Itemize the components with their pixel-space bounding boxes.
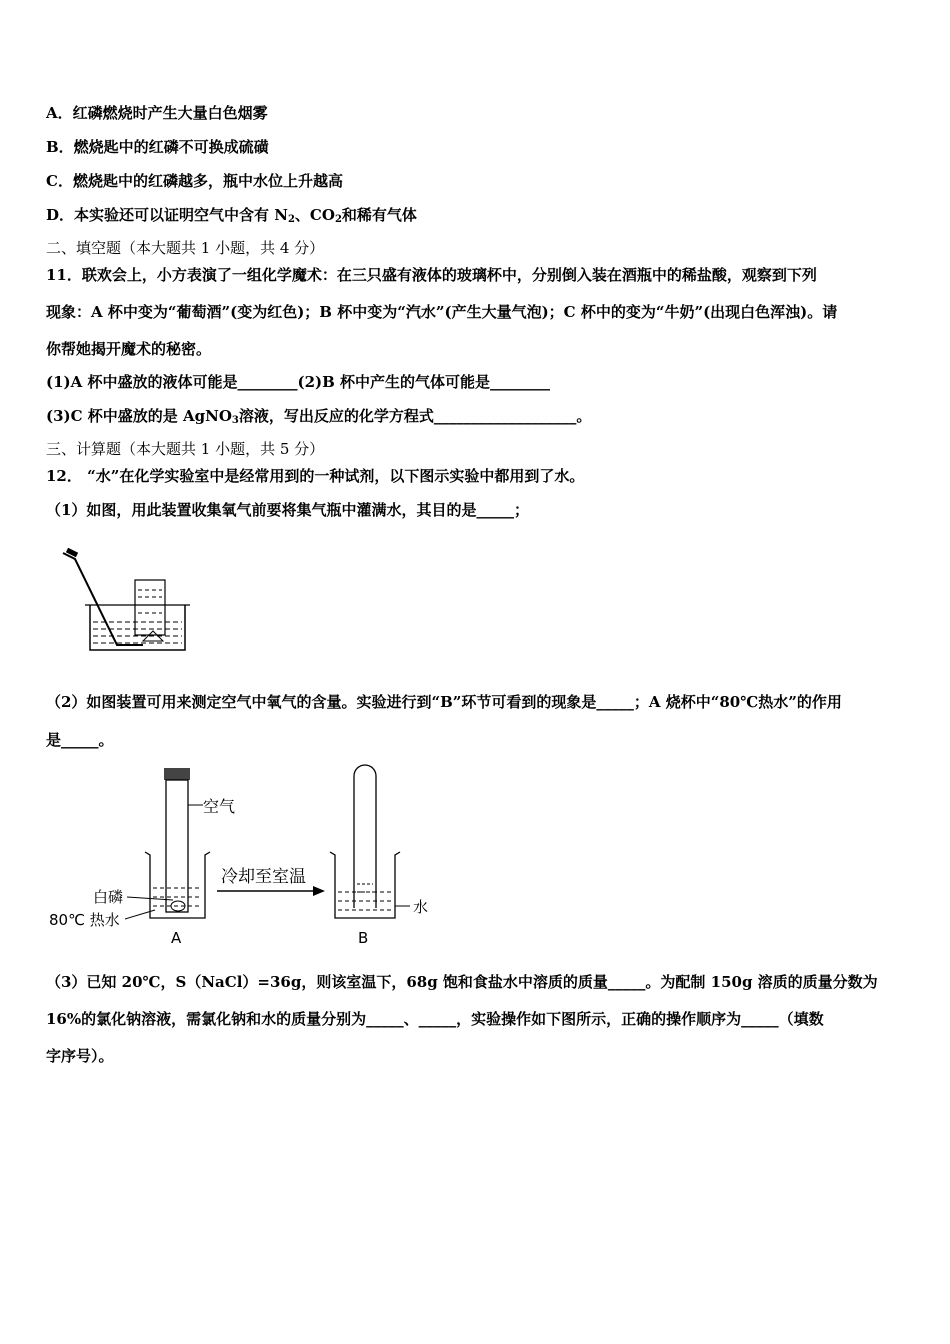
beaker-b-water (338, 892, 392, 910)
option-b: B．燃烧匙中的红磷不可换成硫磺 (46, 138, 269, 156)
q11-sub-2-subscript: 3 (231, 415, 239, 426)
label-phosphorus: 白磷 (93, 888, 124, 906)
q12-intro: 12． “水”在化学实验室中是经常用到的一种试剂，以下图示实验中都用到了水。 (46, 467, 585, 485)
label-water: 水 (413, 898, 429, 916)
figure-gas-collection (55, 545, 195, 664)
figure-oxygen-drawing (45, 760, 465, 955)
tube-b (354, 765, 376, 908)
q12-part-2-line-1: （2）如图装置可用来测定空气中氧气的含量。实验进行到“B”环节可看到的现象是_____；A 烧杯中“80℃热水”的作用 (46, 693, 842, 711)
label-air: 空气 (203, 797, 236, 816)
gas-bottle (135, 580, 165, 635)
option-d-sub-2: 2 (334, 214, 342, 225)
label-b: B (358, 929, 369, 947)
delivery-tube (63, 553, 143, 645)
label-a: A (171, 929, 182, 947)
beaker-b (330, 852, 400, 918)
option-d (46, 205, 417, 230)
option-d-text-3: 和稀有气体 (341, 206, 417, 224)
option-d-text-2: 、CO (294, 206, 335, 224)
section-2-heading: 二、填空题（本大题共 1 小题，共 4 分） (46, 239, 325, 257)
option-d-text-1: D．本实验还可以证明空气中含有 N (46, 206, 288, 224)
figure-gas-collection-drawing (55, 545, 195, 660)
q12-part-3-line-3: 字序号）。 (46, 1047, 114, 1065)
beaker-a (145, 852, 210, 918)
q12-part-1: （1）如图，用此装置收集氧气前要将集气瓶中灌满水，其目的是_____； (46, 501, 529, 519)
tube-b-water (357, 884, 373, 892)
q11-line-1: 11．联欢会上，小方表演了一组化学魔术：在三只盛有液体的玻璃杯中，分别倒入装在酒瓶中的稀盐酸，观察到下列 (46, 266, 817, 284)
label-cooling: 冷却至室温 (221, 867, 306, 887)
q12-part-3-line-1: （3）已知 20℃，S（NaCl）=36g，则该室温下，68g 饱和食盐水中溶质的质量_____。为配制 150g 溶质的质量分数为 (46, 973, 878, 991)
option-a: A．红磷燃烧时产生大量白色烟雾 (46, 104, 268, 122)
option-c: C．燃烧匙中的红磷越多，瓶中水位上升越高 (46, 172, 343, 190)
tube-stopper (67, 550, 77, 555)
label-hot-water: 80℃ 热水 (49, 911, 120, 929)
option-d-sub-1: 2 (287, 214, 295, 225)
q11-line-2: 现象：A 杯中变为“葡萄酒”(变为红色)；B 杯中变为“汽水”(产生大量气泡)；C 杯中的变为“牛奶”(出现白色浑浊)。请 (46, 303, 838, 321)
q11-sub-2-text-1: (3)C 杯中盛放的是 AgNO (46, 407, 232, 425)
q12-part-2-line-2: 是_____。 (46, 731, 114, 749)
beaker-a-water (153, 888, 202, 906)
section-3-heading: 三、计算题（本大题共 1 小题，共 5 分） (46, 440, 325, 458)
q11-line-3: 你帮她揭开魔术的秘密。 (46, 340, 212, 358)
figure-oxygen-experiment (45, 760, 465, 959)
tube-a-cap (164, 768, 190, 780)
bottle-water (138, 590, 162, 613)
q11-sub-2 (46, 406, 591, 431)
tube-a (166, 780, 188, 912)
q11-sub-1: (1)A 杯中盛放的液体可能是________(2)B 杯中产生的气体可能是________ (46, 373, 551, 391)
q11-sub-2-text-2: 溶液，写出反应的化学方程式___________________。 (238, 407, 592, 425)
q12-part-3-line-2: 16%的氯化钠溶液，需氯化钠和水的质量分别为_____、_____，实验操作如下图所示，正确的操作顺序为_____（填数 (46, 1010, 824, 1028)
arrow-head (313, 886, 325, 896)
